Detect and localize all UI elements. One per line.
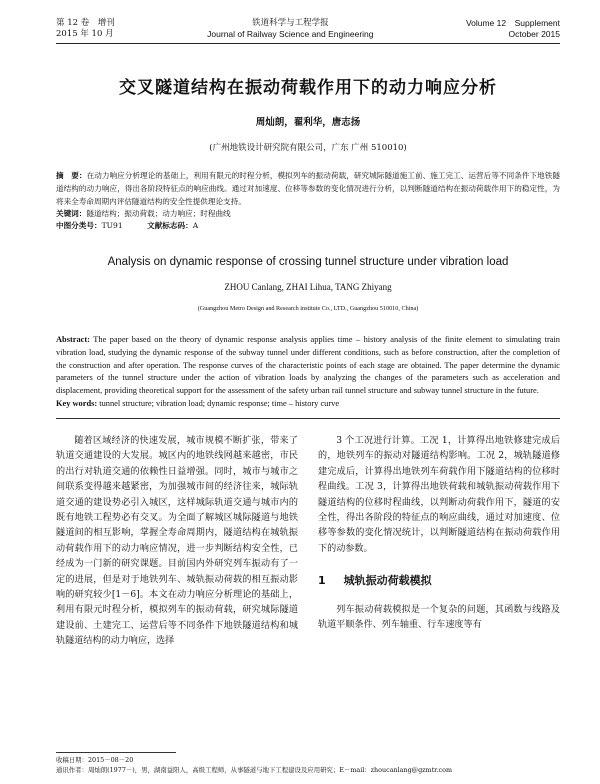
right-column (318, 434, 560, 650)
authors-en: ZHOU Canlang, ZHAI Lihua, TANG Zhiyang (224, 282, 392, 292)
doc-code-value: A (192, 221, 199, 230)
running-header (56, 18, 560, 40)
doc-code-label: 文献标志码： (147, 221, 193, 230)
header-left (56, 18, 115, 40)
header-right (466, 18, 560, 40)
keywords-en (56, 398, 560, 410)
intro-paragraph: 随着区域经济的快速发展，城市规模不断扩张，带来了轨道交通建设的大发展。城区内的地铁线网越来越密，市民的出行对轨道交通的依赖性日益增强。同时，城市与城市之间联系变得越来越紧密，为加强城市间的经济往来，城际轨道交通的建设势必引入城区，这样城际轨道交通与城市内的既有地铁工程势必有交叉。为全面了解城区城际隧道与地铁隧道间的相互影响，掌握全寿命周期内，隧道结构在城轨振动荷载作用下的动力响应情况，进一步判断结构安全性，已经成为一门新的研究课题。目前国内外研究列车振动有了一定的进展，但是对于地铁列车、城轨振动荷载的相互振动影响的研究较少[1－6]。本文在动力响应分析理论的基础上，利用有限元时程分析，模拟列车的振动荷载，研究城际隧道建设前、土建完工、运营后等不同条件下地铁隧道结构和城轨隧道结构的动力响应，选择 (56, 435, 298, 647)
body-divider (56, 418, 560, 419)
clc-block (56, 220, 123, 232)
left-column (56, 434, 298, 650)
volume-en: Volume 12 Supplement (465, 18, 560, 28)
received-date: 收稿日期：2015－08－20 (56, 756, 134, 764)
section-number: 1 (318, 574, 326, 588)
abstract-en (56, 334, 560, 398)
doc-code-block (147, 220, 198, 232)
header-center (207, 18, 373, 40)
keywords-cn-text: 隧道结构；振动荷载；动力响应；时程曲线 (86, 209, 231, 218)
abstract-en-text: The paper based on the theory of dynamic response analysis applies time – history analysis of the finite element to simulating train vibration load, studying the dynamic response of the subway tunnel under different conditions, such as before construction, after the completion of the construction and after operation. The response curves of the characteristic points of each stage are obtained. The paper determine the dynamic parameters of the tunnel structure under the action of vibration loads by analyzing the changes of the parameters such as acceleration and displacement, providing theoretical support for the assessment of the safety urban rail tunnel structure and subway tunnel structure in the future. (56, 335, 560, 396)
date-en: October 2015 (508, 29, 560, 39)
footnote-divider (56, 752, 176, 753)
keywords-en-text: tunnel structure; vibration load; dynamic response; time – history curve (99, 398, 340, 408)
keywords-cn (56, 208, 560, 220)
date-cn: 2015 年 10 月 (56, 29, 114, 39)
conditions-paragraph: 3 个工况进行计算。工况 1，计算得出地铁修建完成后的，地铁列车的振动对隧道结构影响。工况 2，城轨隧道修建完成后，计算得出地铁列车荷载作用下隧道结构的位移时程曲线。工况 3，计算得出地铁荷载和城轨振动荷载作用下隧道结构的位移时程曲线，以判断动荷载作用下，隧道的安全性，得出各阶段的特征点的响应曲线，通过对加速度、位移等参数的变化情况统计，以判断隧道结构在振动荷载作用下的动参数。 (318, 435, 560, 554)
paper-title-en: Analysis on dynamic response of crossing tunnel structure under vibration load (107, 256, 509, 268)
classification-line (56, 220, 560, 232)
affiliation-en: (Guangzhou Metro Design and Research institute Co., LTD., Guangzhou 510010, China) (197, 305, 419, 312)
abstract-cn-text: 在动力响应分析理论的基础上，利用有限元的时程分析，模拟列车的振动荷载，研究城际隧道施工前、施工完工、运营后等不同条件下地铁隧道结构的动力响应，得出各阶段特征点的响应曲线。通过对加速度、位移等参数的变化情况进行分析，以判断隧道结构在振动荷载作用下的稳定性，为将来全寿命周期内评估隧道结构的安全性提供理论支持。 (56, 171, 561, 206)
body-columns (56, 434, 560, 650)
volume-cn: 第 12 卷 增刊 (56, 18, 115, 28)
journal-name-en: Journal of Railway Science and Engineering (207, 29, 374, 39)
journal-name-cn: 铁道科学与工程学报 (252, 18, 329, 28)
clc-label: 中图分类号： (56, 221, 102, 230)
section-heading (318, 573, 560, 588)
author-note: 通讯作者：周灿朗(1977－)，男，湖南益阳人，高级工程师，从事隧道与地下工程建设及应用研究；E－mail：zhoucanlang@gzmtr.com (56, 766, 453, 774)
authors-cn: 周灿朗，翟利华，唐志扬 (255, 117, 361, 128)
abstract-en-label: Abstract: (56, 335, 90, 344)
paper-title-cn: 交叉隧道结构在振动荷载作用下的动力响应分析 (119, 78, 497, 98)
keywords-cn-label: 关键词： (56, 209, 87, 218)
section-title: 城轨振动荷载模拟 (343, 574, 432, 588)
section-paragraph: 列车振动荷载模拟是一个复杂的问题，其函数与线路及轨道平顺条件、列车轴重、行车速度等有 (318, 604, 560, 631)
footnote (56, 752, 560, 775)
abstract-cn-label: 摘 要： (56, 171, 87, 180)
affiliation-cn: (广州地铁设计研究院有限公司，广东 广州 510010) (209, 143, 407, 153)
clc-value: TU91 (101, 221, 123, 230)
header-divider (56, 43, 560, 44)
keywords-en-label: Key words: (56, 398, 98, 408)
abstract-cn (56, 169, 560, 208)
